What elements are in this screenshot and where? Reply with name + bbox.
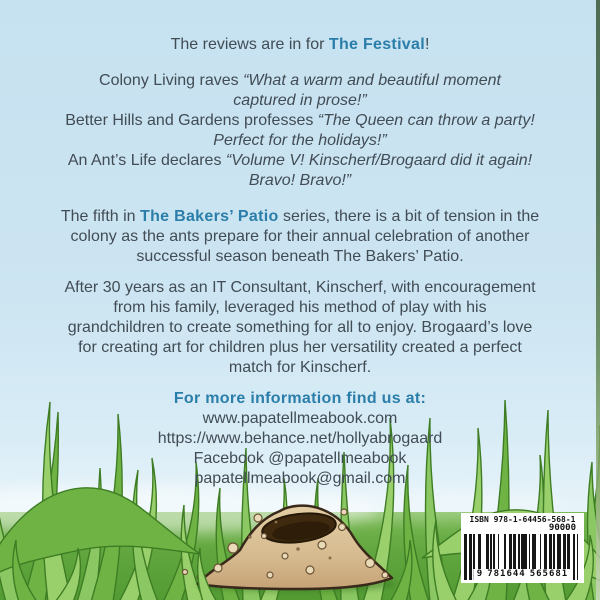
barcode-digit-group: 565681: [529, 569, 569, 579]
paragraph-contact: [25, 389, 575, 489]
text-line: [25, 111, 575, 131]
paragraph-series: [25, 207, 575, 267]
text-segment: The Bakers’ Patio: [140, 208, 279, 225]
text-line: [25, 449, 575, 469]
text-line: [25, 338, 575, 358]
text-segment: captured in prose!”: [233, 92, 367, 109]
text-segment: for creating art for children plus her versatility created a perfect: [78, 339, 522, 356]
isbn-barcode: [461, 513, 584, 583]
text-line: [25, 71, 575, 91]
text-line: [25, 318, 575, 338]
text-segment: papatellmeabook@gmail.com: [194, 470, 406, 487]
text-segment: Better Hills and Gardens professes: [65, 112, 318, 129]
text-line: [25, 91, 575, 111]
text-segment: “The Queen can throw a party!: [317, 112, 535, 129]
text-segment: grandchildren to create something for all to enjoy. Brogaard’s love: [67, 319, 533, 336]
text-line: [25, 35, 575, 55]
text-segment: match for Kinscherf.: [228, 359, 372, 376]
text-line: [25, 409, 575, 429]
text-line: [25, 151, 575, 171]
text-line: [25, 227, 575, 247]
paragraph-headline: [25, 35, 575, 55]
text-segment: For more information find us at:: [173, 390, 427, 407]
text-segment: !: [424, 36, 430, 53]
barcode-digit-group: 781644: [487, 569, 526, 579]
text-segment: Bravo! Bravo!”: [248, 172, 352, 189]
text-segment: www.papatellmeabook.com: [202, 410, 398, 427]
barcode-digit-group: 9: [476, 569, 484, 579]
text-segment: “Volume V! Kinscherf/Brogaard did it again!: [225, 152, 533, 169]
text-line: [25, 469, 575, 489]
barcode-digits: [473, 569, 572, 580]
text-segment: After 30 years as an IT Consultant, Kinscherf, with encouragement: [64, 279, 536, 296]
paragraph-bio: [25, 278, 575, 378]
text-segment: The Festival: [328, 36, 425, 53]
cover-edge-shadow: [596, 0, 600, 600]
text-segment: “What a warm and beautiful moment: [243, 72, 501, 89]
text-line: [25, 247, 575, 267]
text-line: [25, 298, 575, 318]
text-segment: colony as the ants prepare for their annual celebration of another: [70, 228, 530, 245]
text-segment: Perfect for the holidays!”: [213, 132, 387, 149]
text-segment: successful season beneath The Bakers’ Patio.: [136, 248, 464, 265]
paragraph-reviews: [25, 71, 575, 191]
text-line: [25, 429, 575, 449]
barcode-bar: [578, 534, 581, 580]
barcode-price-code: 90000: [548, 523, 576, 533]
text-segment: An Ant’s Life declares: [67, 152, 226, 169]
text-line: [25, 171, 575, 191]
text-segment: The fifth in: [60, 208, 141, 225]
text-segment: from his family, leveraged his method of play with his: [113, 299, 487, 316]
text-segment: Facebook @papatellmeabook: [193, 450, 407, 467]
isbn-number: ISBN 978-1-64456-568-1: [469, 515, 576, 524]
text-segment: Colony Living raves: [99, 72, 244, 89]
barcode-bars: [464, 534, 581, 580]
text-line: [25, 278, 575, 298]
text-segment: https://www.behance.net/hollyabrogaard: [157, 430, 443, 447]
text-line: [25, 207, 575, 227]
text-segment: The reviews are in for: [170, 36, 329, 53]
text-line: [25, 131, 575, 151]
text-segment: series, there is a bit of tension in the: [278, 208, 540, 225]
text-line: [25, 389, 575, 409]
text-line: [25, 358, 575, 378]
